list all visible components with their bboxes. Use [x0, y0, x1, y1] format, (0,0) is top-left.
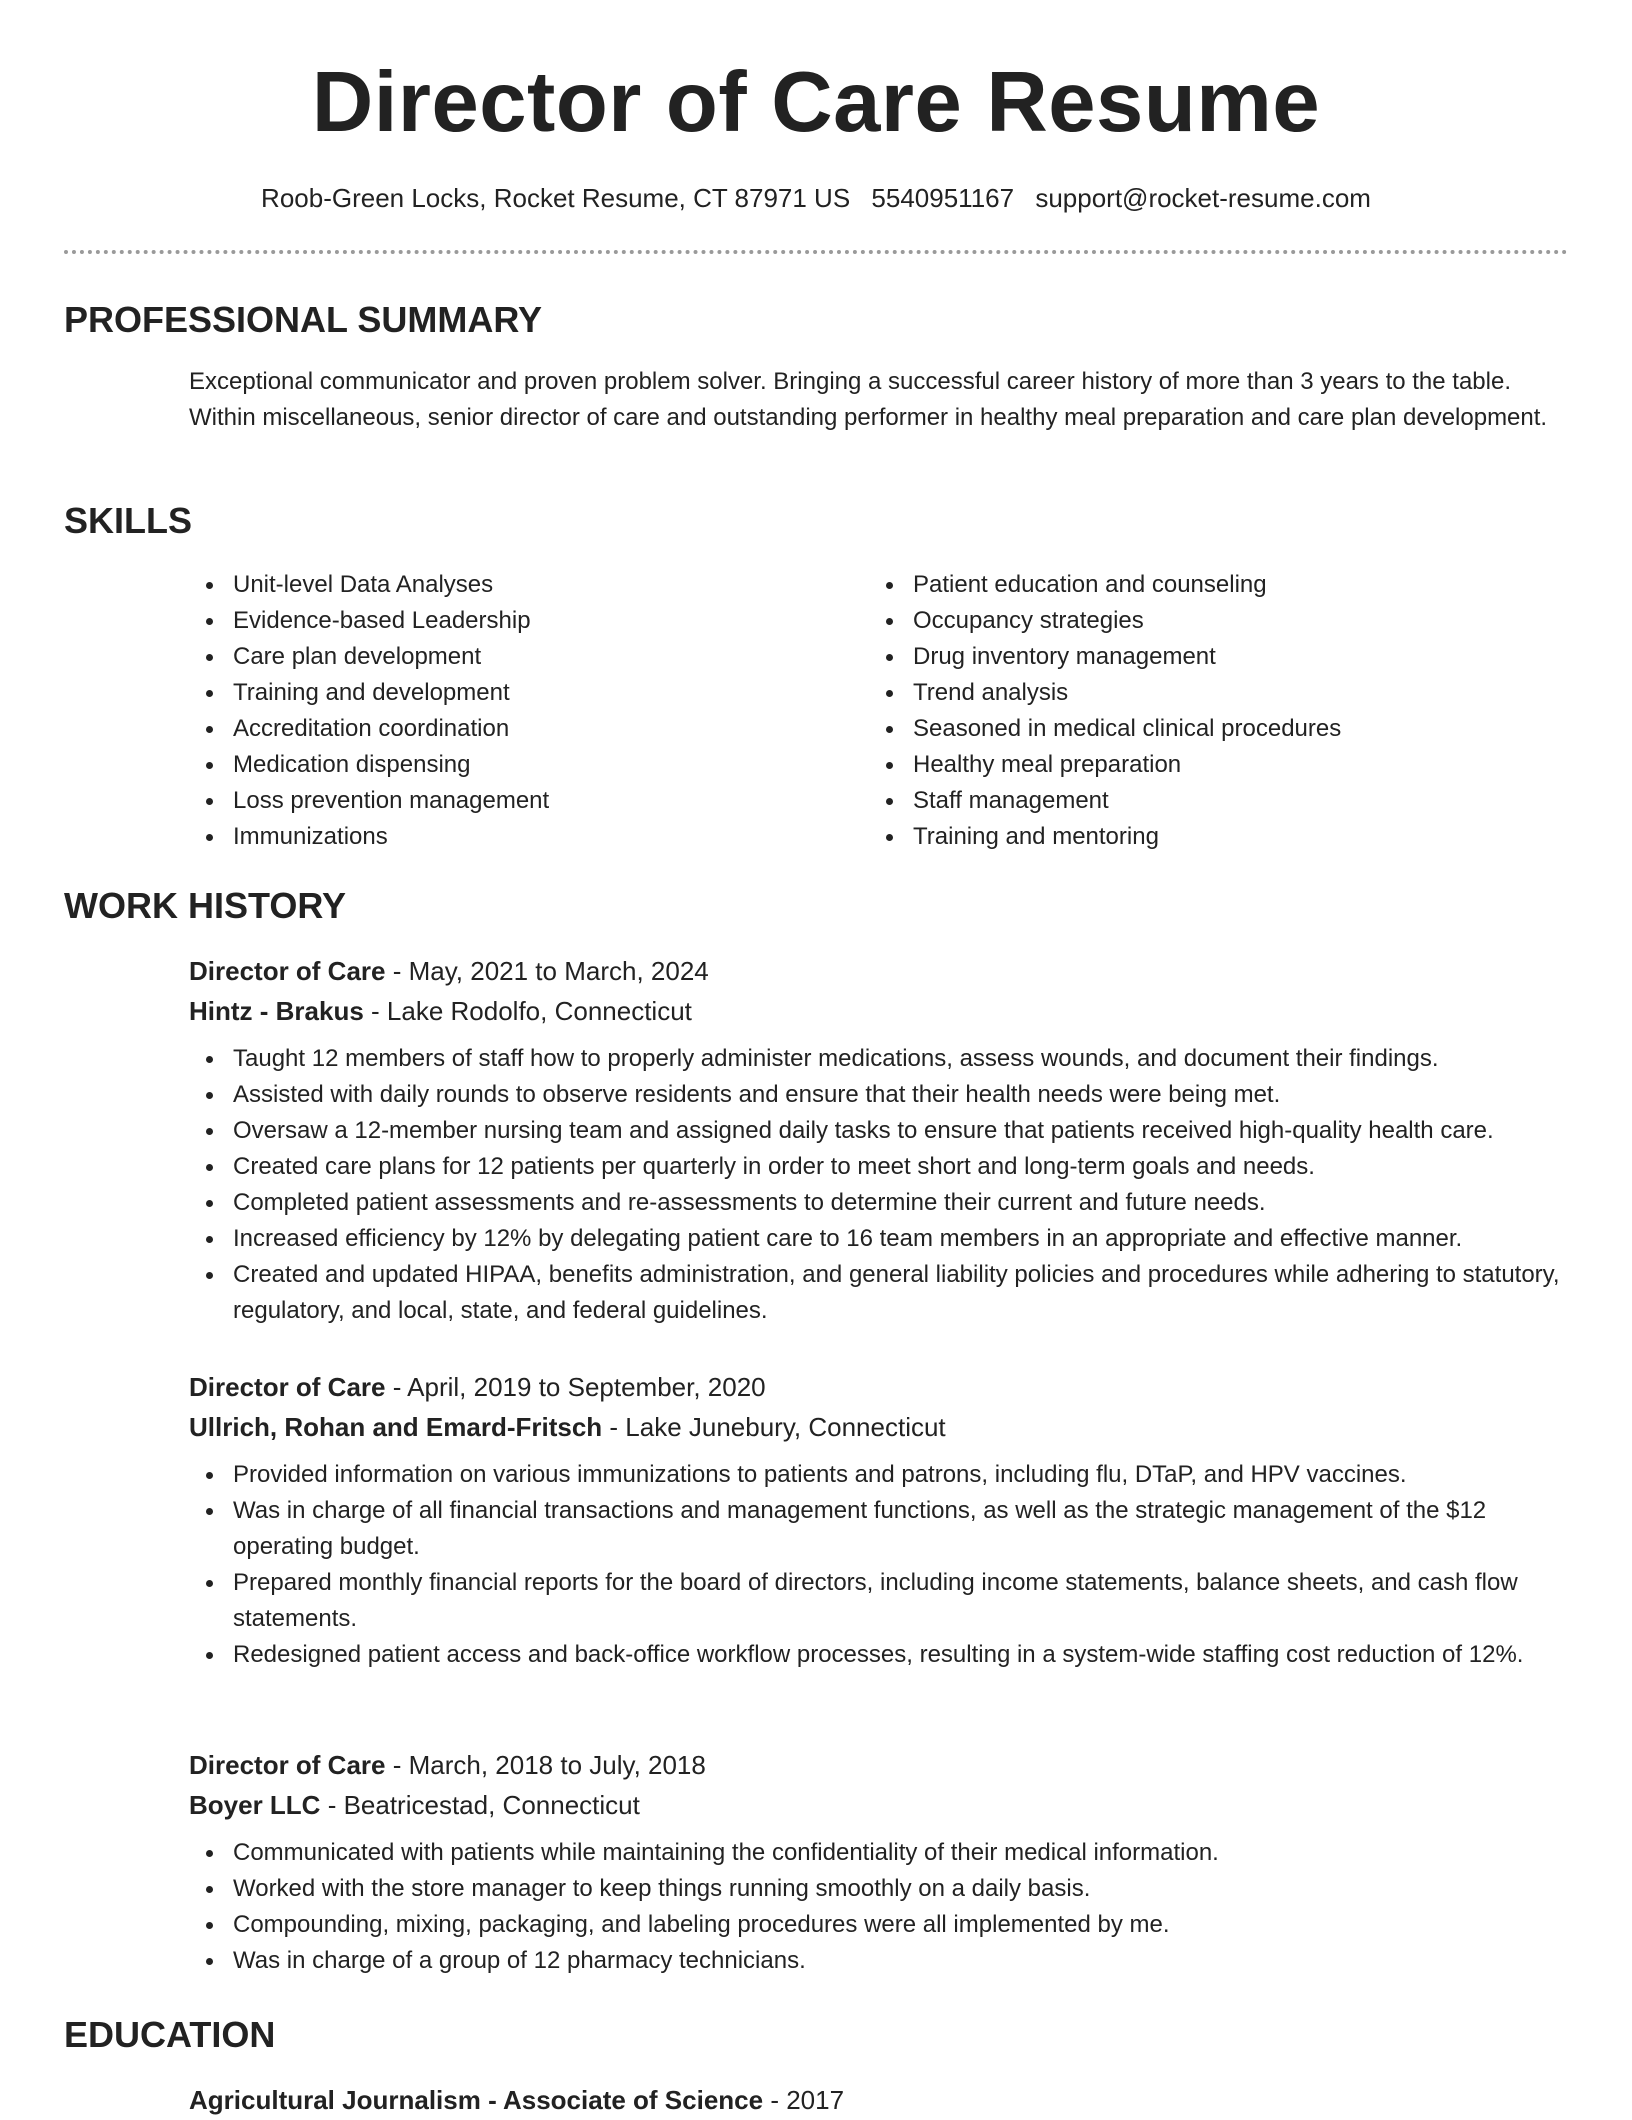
- job-bullet: Compounding, mixing, packaging, and labeling procedures were all implemented by me.: [189, 1907, 1569, 1943]
- job-bullet: Provided information on various immunizations to patients and patrons, including flu, DTaP, and HPV vaccines.: [189, 1457, 1569, 1493]
- skills-column-right: [869, 567, 1549, 855]
- work-heading: WORK HISTORY: [64, 885, 347, 926]
- job-entry: [189, 1367, 1569, 1673]
- skill-item: Occupancy strategies: [869, 603, 1549, 639]
- job-bullets: [189, 1041, 1569, 1329]
- job-bullet: Assisted with daily rounds to observe residents and ensure that their health needs were being met.: [189, 1077, 1569, 1113]
- skill-item: Care plan development: [189, 639, 869, 675]
- skills-heading: SKILLS: [64, 500, 193, 541]
- job-dates: - April, 2019 to September, 2020: [385, 1372, 766, 1402]
- job-dates: - May, 2021 to March, 2024: [385, 956, 709, 986]
- contact-phone: 5540951167: [871, 183, 1015, 213]
- job-entry: [189, 951, 1569, 1329]
- skill-item: Accreditation coordination: [189, 711, 869, 747]
- skill-item: Seasoned in medical clinical procedures: [869, 711, 1549, 747]
- skills-list: [189, 567, 1569, 855]
- job-bullet: Was in charge of all financial transactions and management functions, as well as the strategic management of the $12 operating budget.: [189, 1493, 1569, 1565]
- summary-heading: PROFESSIONAL SUMMARY: [64, 299, 543, 340]
- skill-item: Trend analysis: [869, 675, 1549, 711]
- education-degree: Agricultural Journalism - Associate of Science: [189, 2085, 764, 2115]
- education-heading: EDUCATION: [64, 2014, 276, 2055]
- job-title: Director of Care: [189, 956, 386, 986]
- summary-text: Exceptional communicator and proven problem solver. Bringing a successful career history of more than 3 years to the table. Within miscellaneous, senior director of care and outstanding performer in healthy meal preparation and care plan development.: [189, 368, 1548, 431]
- job-bullet: Increased efficiency by 12% by delegating patient care to 16 team members in an appropriate and effective manner.: [189, 1221, 1569, 1257]
- job-bullet: Redesigned patient access and back-office workflow processes, resulting in a system-wide staffing cost reduction of 12%.: [189, 1637, 1569, 1673]
- skill-item: Training and mentoring: [869, 819, 1549, 855]
- job-title: Director of Care: [189, 1372, 386, 1402]
- education-entry: [189, 2080, 1569, 2120]
- skill-item: Loss prevention management: [189, 783, 869, 819]
- job-bullet: Was in charge of a group of 12 pharmacy technicians.: [189, 1943, 1569, 1979]
- job-company-line: [189, 1785, 1569, 1825]
- skill-item: Unit-level Data Analyses: [189, 567, 869, 603]
- job-bullets: [189, 1457, 1569, 1673]
- skill-item: Evidence-based Leadership: [189, 603, 869, 639]
- skills-column-left: [189, 567, 869, 855]
- job-bullet: Completed patient assessments and re-assessments to determine their current and future needs.: [189, 1185, 1569, 1221]
- skill-item: Training and development: [189, 675, 869, 711]
- skill-item: Immunizations: [189, 819, 869, 855]
- job-dates: - March, 2018 to July, 2018: [385, 1750, 706, 1780]
- resume-title: Director of Care Resume: [311, 55, 1321, 150]
- job-title-line: [189, 951, 1569, 991]
- job-bullets: [189, 1835, 1569, 1979]
- job-title: Director of Care: [189, 1750, 386, 1780]
- education-year: - 2017: [763, 2085, 845, 2115]
- job-company: Ullrich, Rohan and Emard-Fritsch: [189, 1412, 603, 1442]
- contact-address: Roob-Green Locks, Rocket Resume, CT 87971 US: [261, 183, 851, 213]
- job-title-line: [189, 1745, 1569, 1785]
- job-entry: [189, 1745, 1569, 1979]
- job-company: Hintz - Brakus: [189, 996, 364, 1026]
- job-title-line: [189, 1367, 1569, 1407]
- contact-line: [0, 180, 1632, 216]
- job-bullet: Taught 12 members of staff how to properly administer medications, assess wounds, and document their findings.: [189, 1041, 1569, 1077]
- header-divider: [64, 250, 1568, 254]
- job-company-line: [189, 991, 1569, 1031]
- skill-item: Patient education and counseling: [869, 567, 1549, 603]
- skill-item: Staff management: [869, 783, 1549, 819]
- job-bullet: Oversaw a 12-member nursing team and assigned daily tasks to ensure that patients received high-quality health care.: [189, 1113, 1569, 1149]
- job-bullet: Created and updated HIPAA, benefits administration, and general liability policies and procedures while adhering to statutory, regulatory, and local, state, and federal guidelines.: [189, 1257, 1569, 1329]
- job-bullet: Worked with the store manager to keep things running smoothly on a daily basis.: [189, 1871, 1569, 1907]
- skill-item: Healthy meal preparation: [869, 747, 1549, 783]
- contact-email: support@rocket-resume.com: [1035, 183, 1371, 213]
- job-bullet: Created care plans for 12 patients per quarterly in order to meet short and long-term goals and needs.: [189, 1149, 1569, 1185]
- job-bullet: Prepared monthly financial reports for the board of directors, including income statements, balance sheets, and cash flow statements.: [189, 1565, 1569, 1637]
- job-location: - Beatricestad, Connecticut: [320, 1790, 640, 1820]
- job-bullet: Communicated with patients while maintaining the confidentiality of their medical information.: [189, 1835, 1569, 1871]
- skill-item: Drug inventory management: [869, 639, 1549, 675]
- job-company: Boyer LLC: [189, 1790, 321, 1820]
- skill-item: Medication dispensing: [189, 747, 869, 783]
- job-company-line: [189, 1407, 1569, 1447]
- job-location: - Lake Junebury, Connecticut: [602, 1412, 946, 1442]
- job-location: - Lake Rodolfo, Connecticut: [363, 996, 692, 1026]
